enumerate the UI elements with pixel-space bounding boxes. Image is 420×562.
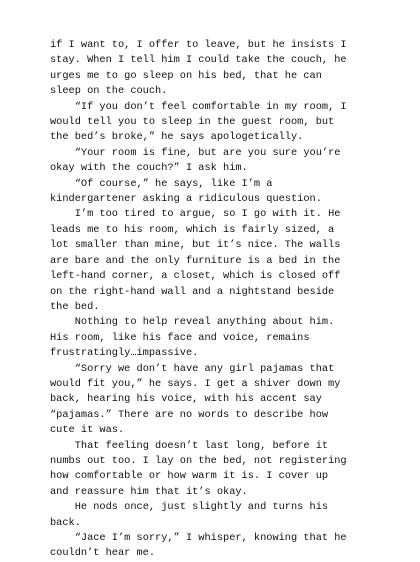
paragraph: if I want to, I offer to leave, but he insists I stay. When I tell him I could take the couch, he urges me to go sleep on his bed, that he can sleep on the couch. — [50, 39, 347, 98]
paragraph: He nods once, just slightly and turns his back. — [50, 501, 329, 529]
paragraph: “Your room is fine, but are you sure you’re okay with the couch?” I ask him. — [50, 146, 341, 175]
paragraph: “Of course,” he says, like I’m a kindergartener asking a ridiculous question. — [50, 177, 322, 206]
manuscript-page — [50, 38, 390, 562]
paragraph: “If you don’t feel comfortable in my room, I would tell you to sleep in the guest room, but the bed’s broke,” he says apologetically. — [50, 100, 347, 144]
paragraph: “Sorry we don’t have any girl pajamas that would fit you,” he says. I get a shiver down my back, hearing his voice, with his accent say “pajamas.” There are no words to describe how cute it was. — [50, 362, 341, 437]
paragraph: I’m too tired to argue, so I go with it. He leads me to his room, which is fairly sized, a lot smaller than mine, but it’s nice. The walls are bare and the only furniture is a bed in the left-hand corner, a closet, which is closed off on the right-hand wall and a nightstand beside the bed. — [50, 208, 341, 313]
paragraph: Nothing to help reveal anything about him. His room, like his face and voice, remains frustratingly…impassive. — [50, 316, 335, 360]
paragraph: “Jace I’m sorry,” I whisper, knowing that he couldn’t hear me. — [50, 532, 347, 560]
paragraph: That feeling doesn’t last long, before it numbs out too. I lay on the bed, not registering how comfortable or how warm it is. I cover up and reassure him that it’s okay. — [50, 439, 347, 498]
